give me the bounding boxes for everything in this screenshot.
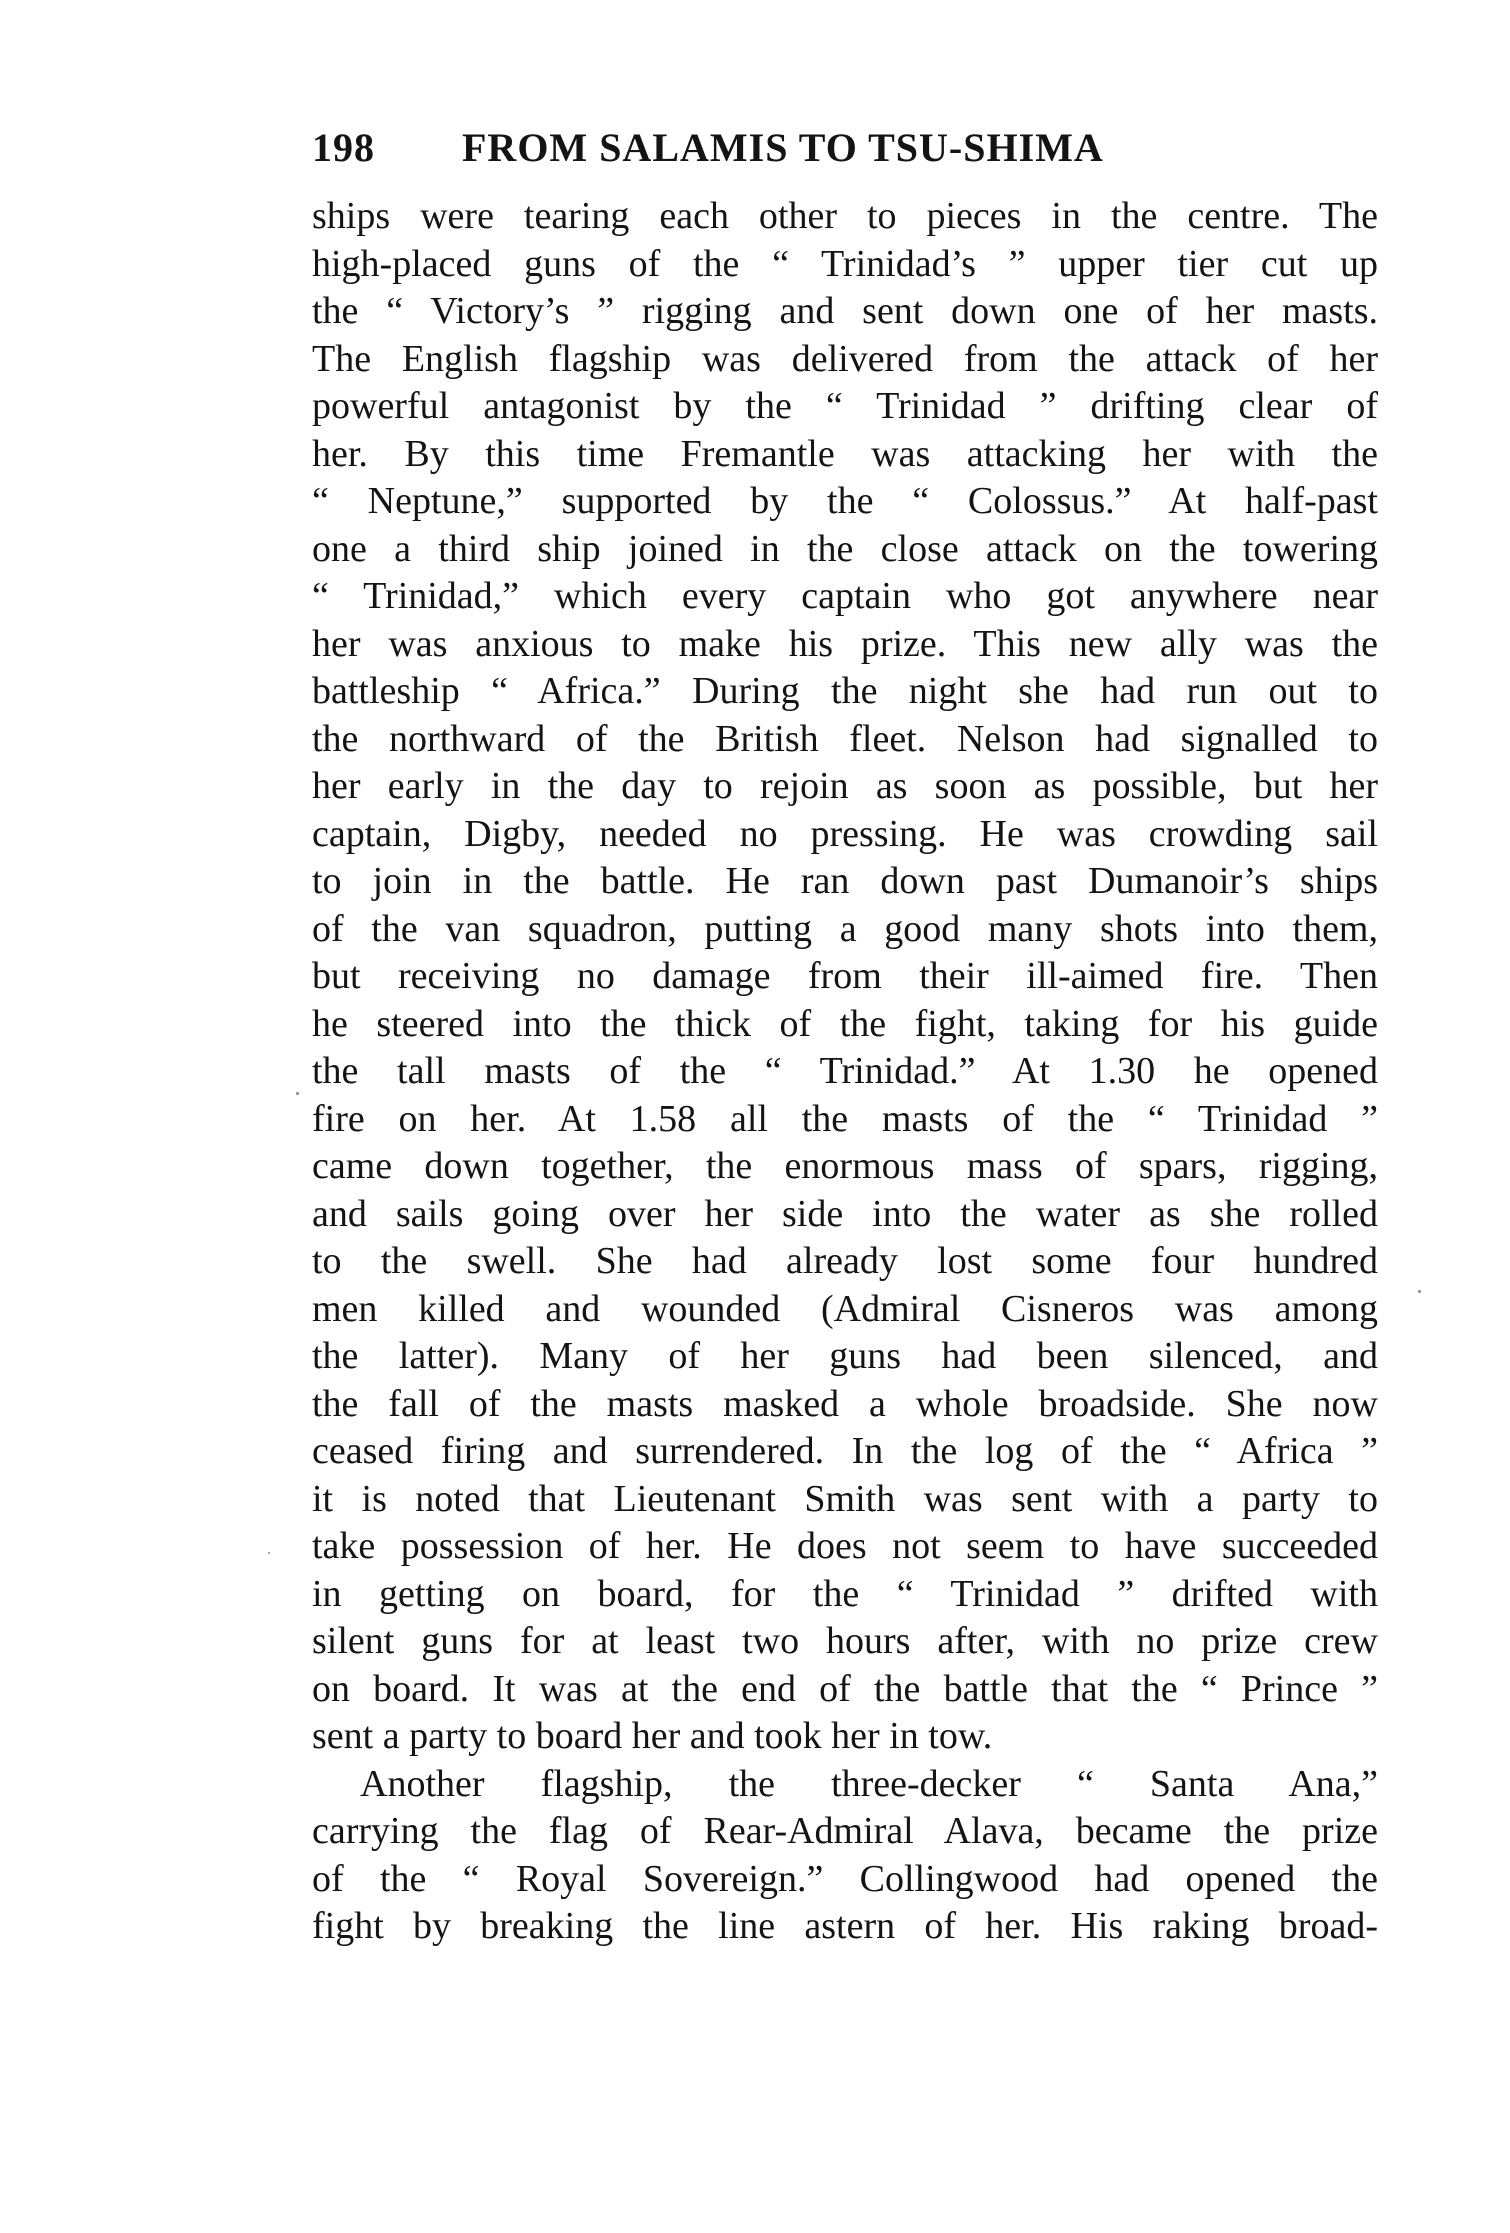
running-head [312, 118, 1212, 178]
text-line: it is noted that Lieutenant Smith was sent with a party to [312, 1477, 1378, 1520]
text-line: the fall of the masts masked a whole broadside. She now [312, 1382, 1378, 1425]
text-line: to join in the battle. He ran down past Dumanoir’s ships [312, 860, 1378, 902]
text-line: the tall masts of the “ Trinidad.” At 1.30 he opened [312, 1050, 1378, 1092]
text-line: her was anxious to make his prize. This new ally was the [312, 622, 1378, 665]
text-line: of the “ Royal Sovereign.” Collingwood had opened the [312, 1857, 1378, 1900]
text-line: battleship “ Africa.” During the night she had run out to [312, 670, 1378, 712]
text-line: The English flagship was delivered from the attack of her [312, 337, 1378, 380]
book-title: FROM SALAMIS TO TSU-SHIMA [462, 125, 1104, 170]
paragraph-1 [312, 193, 1378, 1761]
text-line: silent guns for at least two hours after, with no prize crew [312, 1620, 1378, 1662]
text-line: and sails going over her side into the water as she rolled [312, 1192, 1378, 1235]
text-line: he steered into the thick of the fight, taking for his guide [312, 1002, 1378, 1045]
text-line: on board. It was at the end of the battle that the “ Prince ” [312, 1667, 1378, 1710]
text-line: the latter). Many of her guns had been silenced, and [312, 1335, 1378, 1377]
paragraph-2 [312, 1761, 1378, 1951]
text-line: ships were tearing each other to pieces in the centre. The [312, 195, 1378, 237]
text-line: of the van squadron, putting a good many shots into them, [312, 907, 1378, 950]
body-text [312, 193, 1378, 1951]
text-line: but receiving no damage from their ill-aimed fire. Then [312, 955, 1378, 997]
text-line: powerful antagonist by the “ Trinidad ” drifting clear of [312, 385, 1378, 427]
page-number: 198 [312, 125, 375, 170]
text-line: fight by breaking the line astern of her. His raking broad- [312, 1905, 1378, 1947]
text-line: the “ Victory’s ” rigging and sent down one of her masts. [312, 290, 1378, 332]
text-line: take possession of her. He does not seem to have succeeded [312, 1525, 1378, 1567]
text-line: “ Neptune,” supported by the “ Colossus.” At half-past [312, 480, 1378, 522]
text-line: her early in the day to rejoin as soon as possible, but her [312, 765, 1378, 807]
text-line: ceased firing and surrendered. In the log of the “ Africa ” [312, 1430, 1378, 1472]
text-line: her. By this time Fremantle was attacking her with the [312, 432, 1378, 475]
text-line: captain, Digby, needed no pressing. He was crowding sail [312, 812, 1378, 855]
text-line: came down together, the enormous mass of spars, rigging, [312, 1145, 1378, 1187]
paper-speck [1418, 1290, 1421, 1293]
paper-speck [268, 1552, 270, 1554]
text-line: in getting on board, for the “ Trinidad ” drifted with [312, 1572, 1378, 1615]
text-line: sent a party to board her and took her in tow. [312, 1715, 993, 1757]
text-line: fire on her. At 1.58 all the masts of the “ Trinidad ” [312, 1097, 1378, 1140]
text-line: carrying the flag of Rear-Admiral Alava, became the prize [312, 1810, 1378, 1852]
text-line: one a third ship joined in the close attack on the towering [312, 527, 1378, 570]
text-line: high-placed guns of the “ Trinidad’s ” upper tier cut up [312, 242, 1378, 285]
text-line: “ Trinidad,” which every captain who got anywhere near [312, 575, 1378, 617]
text-line: men killed and wounded (Admiral Cisneros was among [312, 1287, 1378, 1330]
text-line: the northward of the British fleet. Nelson had signalled to [312, 717, 1378, 760]
text-line: to the swell. She had already lost some four hundred [312, 1240, 1378, 1282]
text-line: Another flagship, the three-decker “ Santa Ana,” [360, 1762, 1378, 1805]
paper-speck [296, 1092, 299, 1095]
